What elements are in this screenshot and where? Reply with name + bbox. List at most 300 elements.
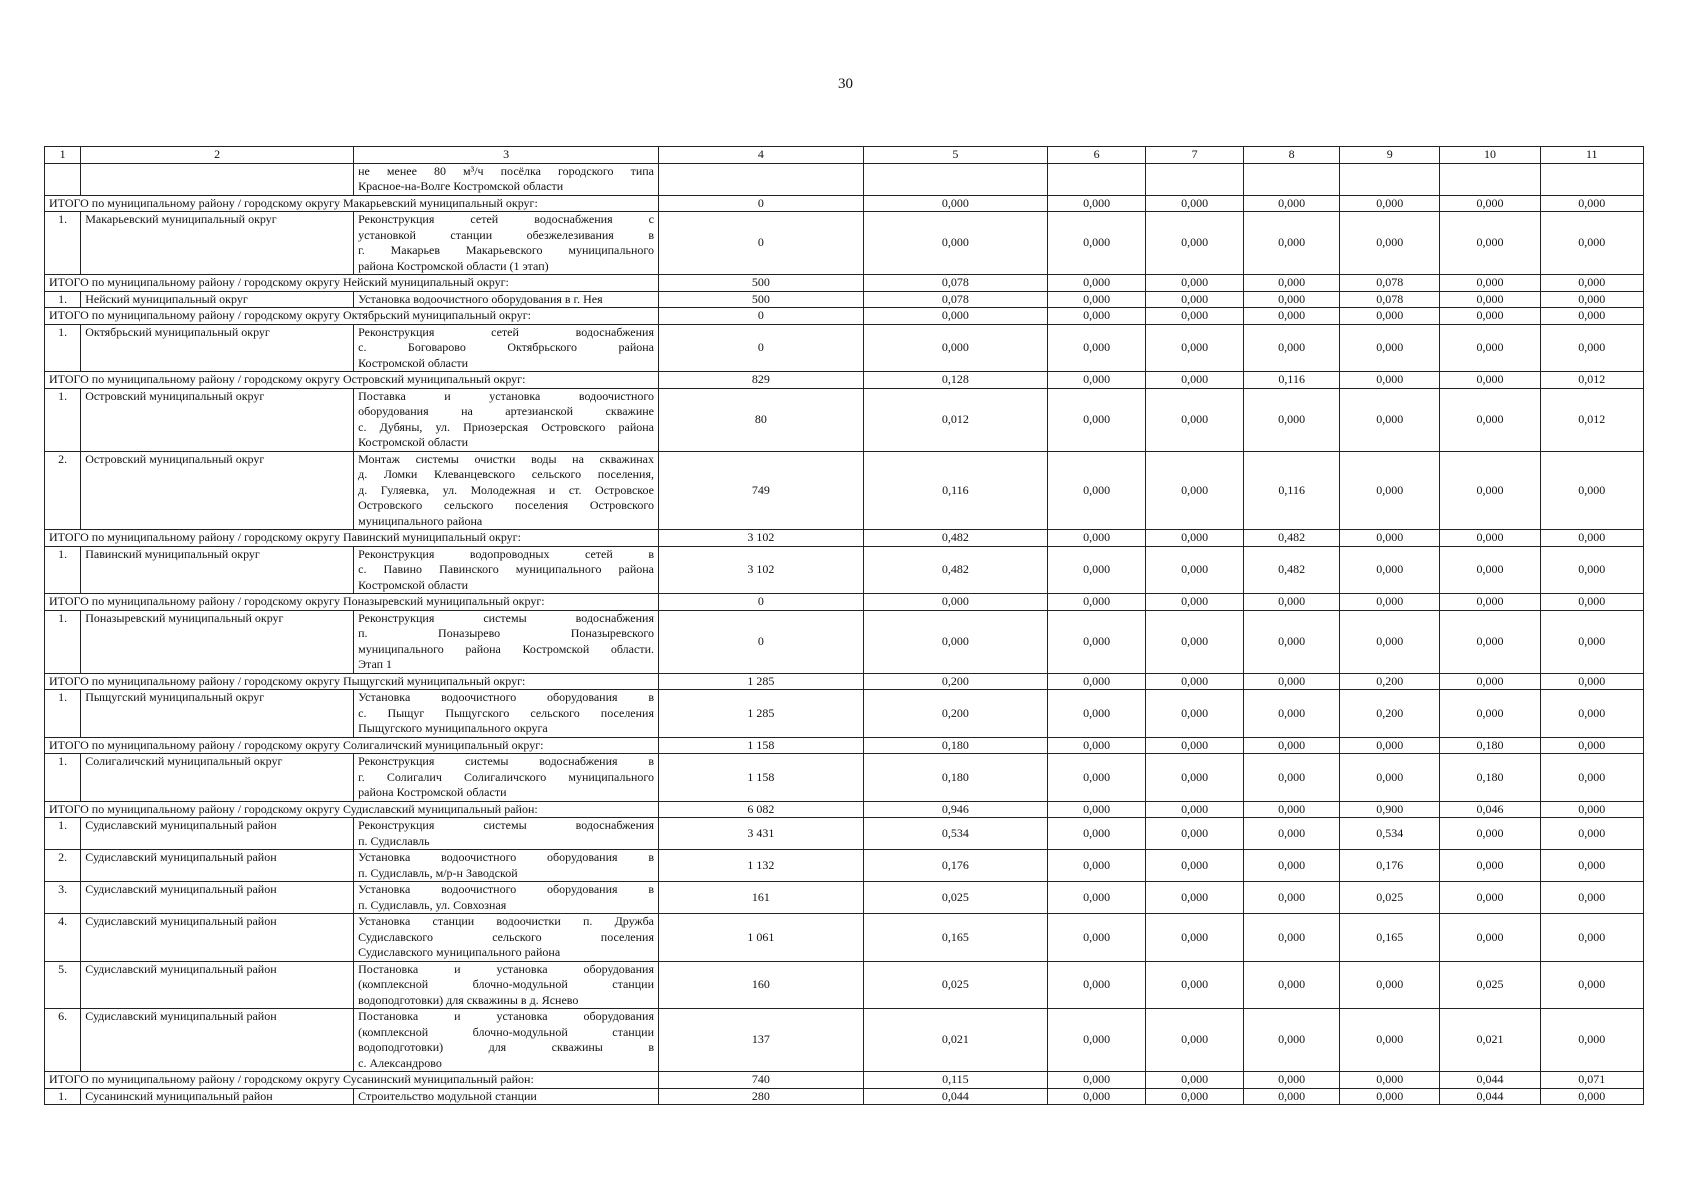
description-line: п. Судиславль, м/р-н Заводской — [358, 865, 518, 880]
total-label: ИТОГО по муниципальному району / городскому округу Поназыревский муниципальный округ: — [45, 594, 659, 611]
value-col-6: 0,000 — [1048, 372, 1146, 389]
description-line: с. Пыщуг Пыщугского сельского поселения — [358, 705, 654, 720]
total-row — [45, 737, 1644, 754]
value-col-4: 500 — [659, 291, 864, 308]
value-col-5: 0,180 — [863, 737, 1047, 754]
value-col-7: 0,000 — [1146, 308, 1244, 325]
value-col-5: 0,165 — [863, 914, 1047, 962]
value-col-4: 0 — [659, 610, 864, 673]
description-line: муниципального района — [358, 513, 483, 528]
value-col-5: 0,025 — [863, 961, 1047, 1009]
total-row — [45, 594, 1644, 611]
total-label: ИТОГО по муниципальному району / городскому округу Макарьевский муниципальный округ: — [45, 195, 659, 212]
description-line: Костромской области — [358, 355, 468, 370]
description-line: с. Павино Павинского муниципального района — [358, 562, 654, 576]
value-col-5: 0,078 — [863, 275, 1047, 292]
value-col-5: 0,000 — [863, 610, 1047, 673]
column-number-6: 6 — [1048, 147, 1146, 164]
project-description — [354, 1088, 659, 1105]
value-col-8: 0,000 — [1244, 212, 1340, 275]
value-col-9: 0,000 — [1340, 754, 1440, 802]
value-col-7: 0,000 — [1146, 372, 1244, 389]
description-line: района Костромской области — [358, 785, 507, 799]
value-col-6 — [1048, 163, 1146, 195]
description-line: Постановка и установка оборудования — [358, 961, 654, 976]
table-row — [45, 690, 1644, 738]
value-col-9: 0,000 — [1340, 195, 1440, 212]
total-label: ИТОГО по муниципальному району / городскому округу Сусанинский муниципальный район: — [45, 1072, 659, 1089]
value-col-4: 3 431 — [659, 818, 864, 850]
value-col-6: 0,000 — [1048, 961, 1146, 1009]
value-col-11: 0,000 — [1540, 530, 1643, 547]
project-description — [354, 388, 659, 451]
row-number: 1. — [45, 388, 81, 451]
value-col-6: 0,000 — [1048, 850, 1146, 882]
row-number: 1. — [45, 818, 81, 850]
value-col-9: 0,078 — [1340, 291, 1440, 308]
description-line: Установка водоочистного оборудования в г. Нея — [358, 291, 603, 306]
column-number-1: 1 — [45, 147, 81, 164]
district-name: Островский муниципальный округ — [81, 451, 354, 530]
value-col-11: 0,000 — [1540, 594, 1643, 611]
value-col-8: 0,000 — [1244, 801, 1340, 818]
value-col-4: 3 102 — [659, 530, 864, 547]
value-col-7: 0,000 — [1146, 1088, 1244, 1105]
value-col-8: 0,000 — [1244, 594, 1340, 611]
description-line: Этап 1 — [358, 657, 393, 671]
value-col-4: 1 158 — [659, 737, 864, 754]
description-line: Реконструкция сетей водоснабжения с — [358, 212, 654, 226]
value-col-9: 0,200 — [1340, 673, 1440, 690]
value-col-11: 0,000 — [1540, 1009, 1643, 1072]
value-col-5: 0,078 — [863, 291, 1047, 308]
value-col-9: 0,000 — [1340, 610, 1440, 673]
value-col-7: 0,000 — [1146, 1072, 1244, 1089]
value-col-11: 0,000 — [1540, 610, 1643, 673]
description-line: Красное-на-Волге Костромской области — [358, 179, 564, 193]
value-col-5: 0,012 — [863, 388, 1047, 451]
value-col-4 — [659, 163, 864, 195]
row-number: 1. — [45, 690, 81, 738]
value-col-5: 0,482 — [863, 530, 1047, 547]
description-line: муниципального района Костромской области. — [358, 641, 654, 656]
project-description — [354, 324, 659, 372]
value-col-11: 0,000 — [1540, 754, 1643, 802]
value-col-10: 0,044 — [1440, 1088, 1540, 1105]
value-col-11: 0,000 — [1540, 212, 1643, 275]
value-col-11: 0,012 — [1540, 388, 1643, 451]
value-col-10: 0,046 — [1440, 801, 1540, 818]
district-name: Солигаличский муниципальный округ — [81, 754, 354, 802]
value-col-10: 0,000 — [1440, 195, 1540, 212]
value-col-8: 0,000 — [1244, 610, 1340, 673]
value-col-10: 0,000 — [1440, 882, 1540, 914]
row-number: 1. — [45, 610, 81, 673]
value-col-6: 0,000 — [1048, 546, 1146, 594]
description-line: Поставка и установка водоочистного — [358, 388, 654, 403]
value-col-10: 0,000 — [1440, 275, 1540, 292]
value-col-10: 0,000 — [1440, 673, 1540, 690]
description-line: (комплексной блочно-модульной станции — [358, 1024, 654, 1039]
value-col-8: 0,000 — [1244, 754, 1340, 802]
value-col-8: 0,000 — [1244, 882, 1340, 914]
description-line: Строительство модульной станции — [358, 1088, 537, 1103]
value-col-10: 0,180 — [1440, 737, 1540, 754]
value-col-4: 749 — [659, 451, 864, 530]
value-col-8: 0,116 — [1244, 372, 1340, 389]
total-label: ИТОГО по муниципальному району / городскому округу Островский муниципальный округ: — [45, 372, 659, 389]
value-col-10: 0,000 — [1440, 818, 1540, 850]
total-row — [45, 195, 1644, 212]
value-col-8: 0,000 — [1244, 1072, 1340, 1089]
project-description — [354, 163, 659, 195]
description-line: водоподготовки) для скважины в д. Яснево — [358, 992, 579, 1007]
value-col-7: 0,000 — [1146, 195, 1244, 212]
project-description — [354, 451, 659, 530]
district-name: Судиславский муниципальный район — [81, 1009, 354, 1072]
description-line: Реконструкция сетей водоснабжения — [358, 324, 654, 339]
value-col-7: 0,000 — [1146, 451, 1244, 530]
value-col-6: 0,000 — [1048, 818, 1146, 850]
value-col-4: 3 102 — [659, 546, 864, 594]
value-col-10: 0,000 — [1440, 212, 1540, 275]
value-col-7: 0,000 — [1146, 818, 1244, 850]
value-col-9: 0,000 — [1340, 451, 1440, 530]
project-description — [354, 212, 659, 275]
district-name: Судиславский муниципальный район — [81, 882, 354, 914]
value-col-7: 0,000 — [1146, 594, 1244, 611]
description-line: не менее 80 м³/ч посёлка городского типа — [358, 163, 654, 178]
value-col-10: 0,000 — [1440, 610, 1540, 673]
total-row — [45, 372, 1644, 389]
value-col-9: 0,000 — [1340, 737, 1440, 754]
total-label: ИТОГО по муниципальному району / городскому округу Пыщугский муниципальный округ: — [45, 673, 659, 690]
budget-table — [44, 146, 1644, 1105]
project-description — [354, 882, 659, 914]
district-name: Сусанинский муниципальный район — [81, 1088, 354, 1105]
value-col-10: 0,000 — [1440, 451, 1540, 530]
value-col-10: 0,000 — [1440, 594, 1540, 611]
value-col-4: 137 — [659, 1009, 864, 1072]
project-description — [354, 291, 659, 308]
value-col-7: 0,000 — [1146, 1009, 1244, 1072]
value-col-7: 0,000 — [1146, 914, 1244, 962]
description-line: с. Боговарово Октябрьского района — [358, 340, 654, 354]
value-col-9: 0,000 — [1340, 308, 1440, 325]
value-col-4: 0 — [659, 324, 864, 372]
value-col-11: 0,000 — [1540, 673, 1643, 690]
value-col-6: 0,000 — [1048, 275, 1146, 292]
value-col-8: 0,000 — [1244, 1009, 1340, 1072]
value-col-8: 0,482 — [1244, 530, 1340, 547]
value-col-7: 0,000 — [1146, 801, 1244, 818]
value-col-11: 0,000 — [1540, 324, 1643, 372]
column-number-8: 8 — [1244, 147, 1340, 164]
description-line: установкой станции обезжелезивания в — [358, 227, 654, 242]
value-col-9: 0,078 — [1340, 275, 1440, 292]
table-row — [45, 451, 1644, 530]
value-col-10: 0,000 — [1440, 530, 1540, 547]
row-number: 1. — [45, 291, 81, 308]
value-col-10: 0,044 — [1440, 1072, 1540, 1089]
description-line: п. Судиславль, ул. Совхозная — [358, 897, 507, 912]
value-col-8: 0,000 — [1244, 818, 1340, 850]
table-row — [45, 961, 1644, 1009]
value-col-9: 0,000 — [1340, 546, 1440, 594]
value-col-4: 0 — [659, 308, 864, 325]
description-line: Установка станции водоочистки п. Дружба — [358, 914, 654, 928]
description-line: д. Ломки Клеванцевского сельского поселения, — [358, 467, 654, 481]
value-col-5: 0,000 — [863, 308, 1047, 325]
value-col-9: 0,176 — [1340, 850, 1440, 882]
value-col-4: 1 061 — [659, 914, 864, 962]
description-line: Монтаж системы очистки воды на скважинах — [358, 451, 654, 466]
value-col-9: 0,900 — [1340, 801, 1440, 818]
value-col-9: 0,000 — [1340, 388, 1440, 451]
table-row — [45, 818, 1644, 850]
value-col-11: 0,000 — [1540, 690, 1643, 738]
district-name: Макарьевский муниципальный округ — [81, 212, 354, 275]
value-col-5: 0,025 — [863, 882, 1047, 914]
value-col-11: 0,000 — [1540, 546, 1643, 594]
value-col-4: 740 — [659, 1072, 864, 1089]
value-col-6: 0,000 — [1048, 530, 1146, 547]
total-row — [45, 1072, 1644, 1089]
value-col-9: 0,000 — [1340, 372, 1440, 389]
value-col-10: 0,000 — [1440, 388, 1540, 451]
value-col-10: 0,000 — [1440, 291, 1540, 308]
total-row — [45, 673, 1644, 690]
value-col-5: 0,116 — [863, 451, 1047, 530]
table-row — [45, 882, 1644, 914]
value-col-5: 0,482 — [863, 546, 1047, 594]
description-line: с. Дубяны, ул. Приозерская Островского района — [358, 419, 654, 434]
value-col-7: 0,000 — [1146, 291, 1244, 308]
value-col-11: 0,071 — [1540, 1072, 1643, 1089]
value-col-5: 0,115 — [863, 1072, 1047, 1089]
row-number: 4. — [45, 914, 81, 962]
table-row — [45, 754, 1644, 802]
value-col-9: 0,200 — [1340, 690, 1440, 738]
value-col-11: 0,000 — [1540, 737, 1643, 754]
value-col-9 — [1340, 163, 1440, 195]
table-row — [45, 546, 1644, 594]
value-col-8: 0,116 — [1244, 451, 1340, 530]
district-name: Октябрьский муниципальный округ — [81, 324, 354, 372]
value-col-8: 0,000 — [1244, 737, 1340, 754]
row-number: 6. — [45, 1009, 81, 1072]
project-description — [354, 546, 659, 594]
total-label: ИТОГО по муниципальному району / городскому округу Павинский муниципальный округ: — [45, 530, 659, 547]
value-col-8: 0,000 — [1244, 914, 1340, 962]
value-col-6: 0,000 — [1048, 594, 1146, 611]
project-description — [354, 754, 659, 802]
table-row — [45, 1088, 1644, 1105]
total-label: ИТОГО по муниципальному району / городскому округу Солигаличский муниципальный округ: — [45, 737, 659, 754]
value-col-6: 0,000 — [1048, 1088, 1146, 1105]
value-col-5: 0,534 — [863, 818, 1047, 850]
project-description — [354, 610, 659, 673]
description-line: (комплексной блочно-модульной станции — [358, 977, 654, 991]
row-number: 5. — [45, 961, 81, 1009]
description-line: Реконструкция системы водоснабжения — [358, 818, 654, 832]
value-col-10: 0,000 — [1440, 690, 1540, 738]
value-col-4: 280 — [659, 1088, 864, 1105]
project-description — [354, 1009, 659, 1072]
total-row — [45, 275, 1644, 292]
value-col-4: 0 — [659, 195, 864, 212]
value-col-11: 0,012 — [1540, 372, 1643, 389]
table-row — [45, 850, 1644, 882]
value-col-7: 0,000 — [1146, 961, 1244, 1009]
project-description — [354, 914, 659, 962]
value-col-6: 0,000 — [1048, 451, 1146, 530]
value-col-8: 0,482 — [1244, 546, 1340, 594]
description-line: района Костромской области (1 этап) — [358, 258, 549, 273]
district-name: Судиславский муниципальный район — [81, 961, 354, 1009]
value-col-6: 0,000 — [1048, 195, 1146, 212]
value-col-8: 0,000 — [1244, 1088, 1340, 1105]
value-col-11: 0,000 — [1540, 451, 1643, 530]
value-col-7: 0,000 — [1146, 690, 1244, 738]
column-number-3: 3 — [354, 147, 659, 164]
table-row — [45, 163, 1644, 195]
row-number: 1. — [45, 1088, 81, 1105]
value-col-6: 0,000 — [1048, 673, 1146, 690]
row-number: 2. — [45, 850, 81, 882]
value-col-10: 0,000 — [1440, 372, 1540, 389]
district-name: Пыщугский муниципальный округ — [81, 690, 354, 738]
description-line: водоподготовки) для скважины в — [358, 1040, 654, 1054]
row-number: 1. — [45, 324, 81, 372]
value-col-8: 0,000 — [1244, 195, 1340, 212]
value-col-7: 0,000 — [1146, 673, 1244, 690]
description-line: г. Солигалич Солигаличского муниципального — [358, 769, 654, 784]
table-row — [45, 291, 1644, 308]
value-col-10: 0,000 — [1440, 914, 1540, 962]
value-col-9: 0,165 — [1340, 914, 1440, 962]
value-col-11: 0,000 — [1540, 275, 1643, 292]
total-row — [45, 308, 1644, 325]
value-col-10: 0,025 — [1440, 961, 1540, 1009]
value-col-4: 500 — [659, 275, 864, 292]
table-row — [45, 212, 1644, 275]
description-line: Реконструкция водопроводных сетей в — [358, 546, 654, 561]
district-name: Нейский муниципальный округ — [81, 291, 354, 308]
value-col-5: 0,200 — [863, 673, 1047, 690]
value-col-8: 0,000 — [1244, 308, 1340, 325]
value-col-5: 0,044 — [863, 1088, 1047, 1105]
value-col-6: 0,000 — [1048, 690, 1146, 738]
column-number-2: 2 — [81, 147, 354, 164]
value-col-10: 0,000 — [1440, 546, 1540, 594]
value-col-11: 0,000 — [1540, 195, 1643, 212]
description-line: оборудования на артезианской скважине — [358, 404, 654, 418]
value-col-7: 0,000 — [1146, 850, 1244, 882]
value-col-11: 0,000 — [1540, 1088, 1643, 1105]
description-line: Установка водоочистного оборудования в — [358, 850, 654, 864]
total-label: ИТОГО по муниципальному району / городскому округу Октябрьский муниципальный округ: — [45, 308, 659, 325]
value-col-8 — [1244, 163, 1340, 195]
value-col-8: 0,000 — [1244, 291, 1340, 308]
value-col-9: 0,025 — [1340, 882, 1440, 914]
description-line: Реконструкция системы водоснабжения — [358, 610, 654, 625]
value-col-11 — [1540, 163, 1643, 195]
value-col-7: 0,000 — [1146, 882, 1244, 914]
row-number — [45, 163, 81, 195]
value-col-8: 0,000 — [1244, 388, 1340, 451]
row-number: 2. — [45, 451, 81, 530]
value-col-9: 0,000 — [1340, 530, 1440, 547]
value-col-5: 0,180 — [863, 754, 1047, 802]
value-col-9: 0,000 — [1340, 212, 1440, 275]
value-col-4: 1 158 — [659, 754, 864, 802]
value-col-4: 1 285 — [659, 690, 864, 738]
description-line: Костромской области — [358, 577, 468, 592]
value-col-4: 160 — [659, 961, 864, 1009]
value-col-11: 0,000 — [1540, 961, 1643, 1009]
value-col-8: 0,000 — [1244, 690, 1340, 738]
row-number: 1. — [45, 546, 81, 594]
value-col-10: 0,000 — [1440, 850, 1540, 882]
table-body — [45, 147, 1644, 1105]
value-col-4: 0 — [659, 594, 864, 611]
value-col-4: 1 285 — [659, 673, 864, 690]
value-col-7 — [1146, 163, 1244, 195]
value-col-4: 1 132 — [659, 850, 864, 882]
value-col-4: 161 — [659, 882, 864, 914]
column-number-7: 7 — [1146, 147, 1244, 164]
value-col-6: 0,000 — [1048, 324, 1146, 372]
value-col-6: 0,000 — [1048, 1072, 1146, 1089]
value-col-11: 0,000 — [1540, 914, 1643, 962]
district-name — [81, 163, 354, 195]
value-col-11: 0,000 — [1540, 850, 1643, 882]
value-col-4: 0 — [659, 212, 864, 275]
project-description — [354, 818, 659, 850]
district-name: Судиславский муниципальный район — [81, 818, 354, 850]
value-col-6: 0,000 — [1048, 914, 1146, 962]
value-col-4: 80 — [659, 388, 864, 451]
table-row — [45, 1009, 1644, 1072]
value-col-5: 0,946 — [863, 801, 1047, 818]
value-col-7: 0,000 — [1146, 754, 1244, 802]
value-col-7: 0,000 — [1146, 388, 1244, 451]
description-line: д. Гуляевка, ул. Молодежная и ст. Островское — [358, 482, 654, 497]
value-col-7: 0,000 — [1146, 610, 1244, 673]
value-col-11: 0,000 — [1540, 818, 1643, 850]
value-col-5: 0,000 — [863, 324, 1047, 372]
value-col-5: 0,000 — [863, 594, 1047, 611]
value-col-8: 0,000 — [1244, 850, 1340, 882]
value-col-11: 0,000 — [1540, 801, 1643, 818]
district-name: Судиславский муниципальный район — [81, 850, 354, 882]
description-line: Судиславского сельского поселения — [358, 929, 654, 944]
value-col-5: 0,021 — [863, 1009, 1047, 1072]
table-row — [45, 610, 1644, 673]
description-line: Островского сельского поселения Островского — [358, 498, 654, 512]
description-line: Установка водоочистного оборудования в — [358, 882, 654, 896]
total-row — [45, 801, 1644, 818]
value-col-11: 0,000 — [1540, 308, 1643, 325]
value-col-10 — [1440, 163, 1540, 195]
column-number-9: 9 — [1340, 147, 1440, 164]
description-line: Пыщугского муниципального округа — [358, 721, 548, 735]
value-col-9: 0,000 — [1340, 1009, 1440, 1072]
value-col-10: 0,000 — [1440, 308, 1540, 325]
value-col-7: 0,000 — [1146, 212, 1244, 275]
description-line: с. Александрово — [358, 1055, 442, 1070]
